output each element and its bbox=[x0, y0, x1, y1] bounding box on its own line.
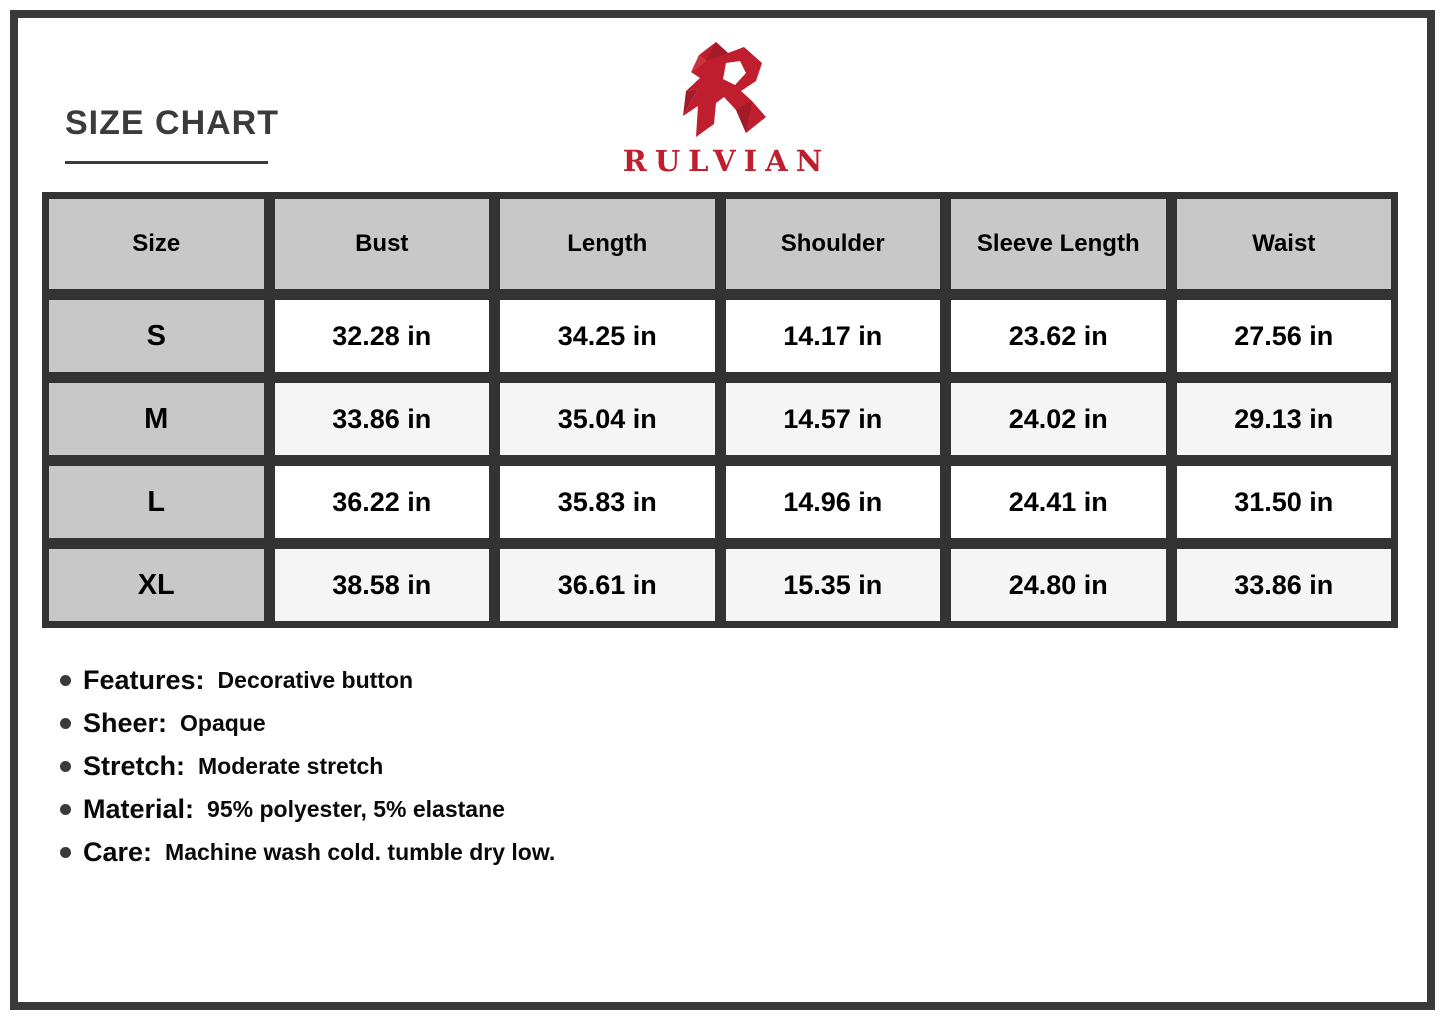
column-header-size: Size bbox=[49, 199, 264, 289]
brand-logo bbox=[0, 40, 1445, 178]
row-xl-bust: 38.58 in bbox=[275, 549, 490, 621]
detail-value: 95% polyester, 5% elastane bbox=[207, 796, 505, 822]
row-l-shoulder: 14.96 in bbox=[726, 466, 941, 538]
row-m-shoulder: 14.57 in bbox=[726, 383, 941, 455]
row-m-length: 35.04 in bbox=[500, 383, 715, 455]
product-details-list bbox=[60, 664, 555, 879]
rulvian-r-monogram-icon bbox=[673, 40, 773, 140]
detail-label: Sheer: bbox=[83, 708, 168, 738]
bullet-icon bbox=[60, 804, 71, 815]
row-s-shoulder: 14.17 in bbox=[726, 300, 941, 372]
row-s-waist: 27.56 in bbox=[1177, 300, 1392, 372]
detail-item-features bbox=[60, 664, 555, 697]
row-l-length: 35.83 in bbox=[500, 466, 715, 538]
row-xl-waist: 33.86 in bbox=[1177, 549, 1392, 621]
detail-label: Stretch: bbox=[83, 751, 186, 781]
detail-value: Moderate stretch bbox=[198, 753, 384, 779]
row-l-size-cell: L bbox=[49, 466, 264, 538]
row-m-waist: 29.13 in bbox=[1177, 383, 1392, 455]
detail-value: Decorative button bbox=[217, 667, 414, 693]
detail-label: Material: bbox=[83, 794, 195, 824]
detail-label: Care: bbox=[83, 837, 153, 867]
row-m-bust: 33.86 in bbox=[275, 383, 490, 455]
row-s-sleeve: 23.62 in bbox=[951, 300, 1166, 372]
column-header-waist: Waist bbox=[1177, 199, 1392, 289]
row-s-length: 34.25 in bbox=[500, 300, 715, 372]
row-xl-size-cell: XL bbox=[49, 549, 264, 621]
bullet-icon bbox=[60, 675, 71, 686]
bullet-icon bbox=[60, 718, 71, 729]
detail-item-stretch bbox=[60, 750, 555, 783]
detail-item-sheer bbox=[60, 707, 555, 740]
column-header-bust: Bust bbox=[275, 199, 490, 289]
page-title: SIZE CHART bbox=[65, 104, 279, 142]
row-l-waist: 31.50 in bbox=[1177, 466, 1392, 538]
detail-item-care bbox=[60, 836, 555, 869]
row-l-bust: 36.22 in bbox=[275, 466, 490, 538]
row-xl-shoulder: 15.35 in bbox=[726, 549, 941, 621]
bullet-icon bbox=[60, 761, 71, 772]
detail-label: Features: bbox=[83, 665, 205, 695]
column-header-sleeve-length: Sleeve Length bbox=[951, 199, 1166, 289]
row-xl-length: 36.61 in bbox=[500, 549, 715, 621]
column-header-shoulder: Shoulder bbox=[726, 199, 941, 289]
row-m-size-cell: M bbox=[49, 383, 264, 455]
row-s-size-cell: S bbox=[49, 300, 264, 372]
column-header-length: Length bbox=[500, 199, 715, 289]
row-m-sleeve: 24.02 in bbox=[951, 383, 1166, 455]
row-l-sleeve: 24.41 in bbox=[951, 466, 1166, 538]
detail-value: Opaque bbox=[180, 710, 266, 736]
row-xl-sleeve: 24.80 in bbox=[951, 549, 1166, 621]
bullet-icon bbox=[60, 847, 71, 858]
row-s-bust: 32.28 in bbox=[275, 300, 490, 372]
brand-name: RULVIAN bbox=[622, 144, 831, 178]
detail-value: Machine wash cold. tumble dry low. bbox=[165, 839, 556, 865]
detail-item-material bbox=[60, 793, 555, 826]
size-table bbox=[42, 192, 1398, 628]
